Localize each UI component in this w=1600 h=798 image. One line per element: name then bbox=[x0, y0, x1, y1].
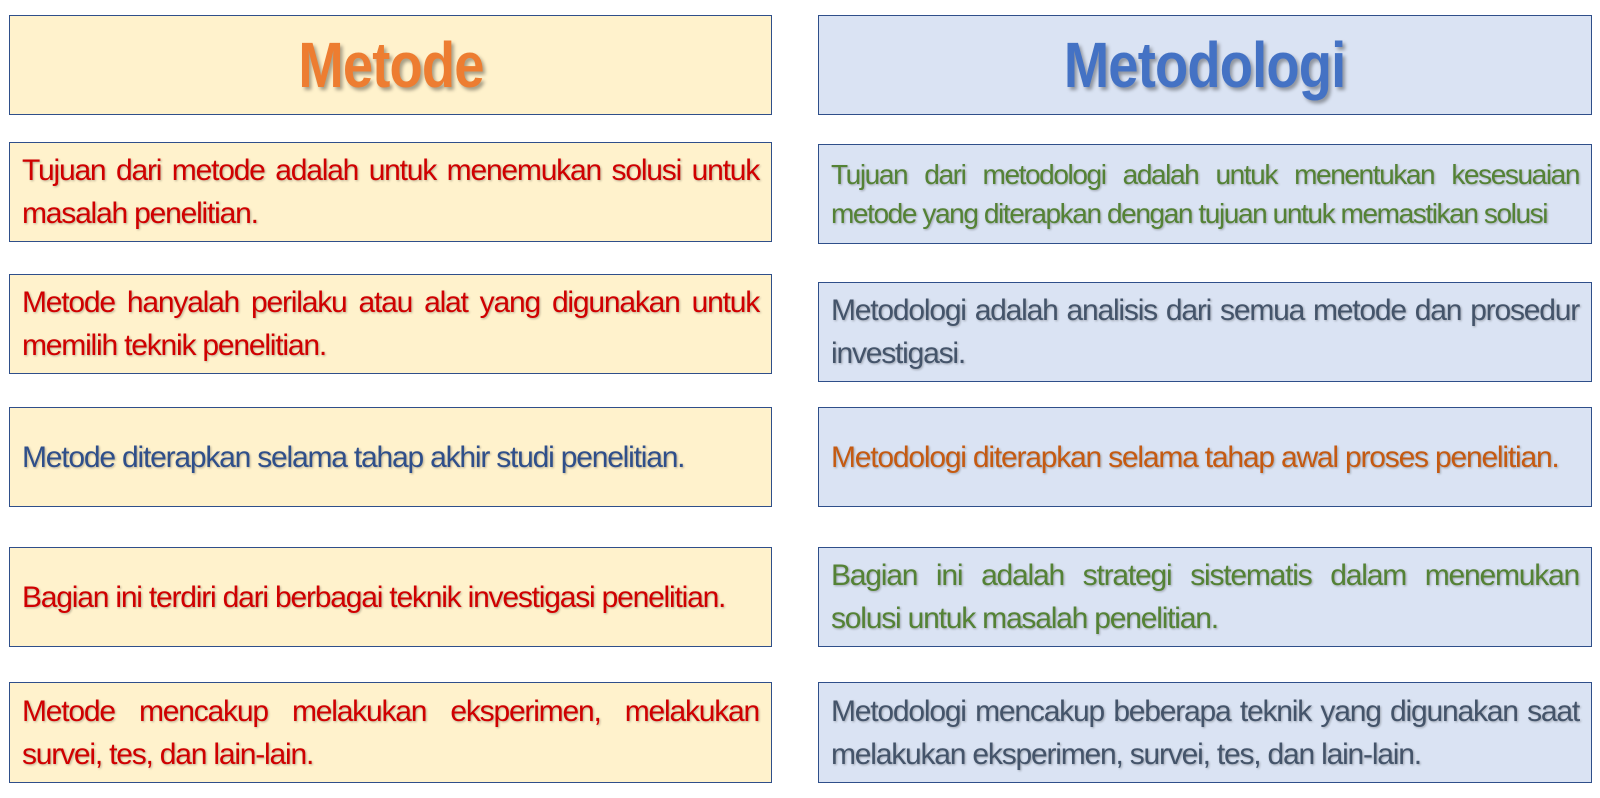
metode-item-2 bbox=[9, 274, 772, 374]
metodologi-item-1 bbox=[818, 144, 1592, 244]
metodologi-item-5 bbox=[818, 682, 1592, 783]
metodologi-item-5-text: Metodologi mencakup beberapa teknik yang digunakan saat melakukan eksperimen, survei, tes, dan lain-lain. bbox=[831, 694, 1579, 771]
metode-title: Metode bbox=[297, 29, 484, 101]
metodologi-item-4 bbox=[818, 547, 1592, 647]
metodologi-title: Metodologi bbox=[1064, 29, 1346, 101]
metodologi-item-2-text: Metodologi adalah analisis dari semua metode dan prosedur investigasi. bbox=[831, 294, 1579, 370]
metode-item-2-text: Metode hanyalah perilaku atau alat yang digunakan untuk memilih teknik penelitian. bbox=[22, 286, 759, 362]
metode-item-4 bbox=[9, 547, 772, 647]
metode-item-1 bbox=[9, 142, 772, 242]
metode-header-box bbox=[9, 15, 772, 115]
metodologi-header-box bbox=[818, 15, 1592, 115]
metodologi-item-1-text: Tujuan dari metodologi adalah untuk menentukan kesesuaian metode yang diterapkan dengan tujuan untuk memastikan solusi bbox=[831, 159, 1579, 229]
metodologi-item-2 bbox=[818, 282, 1592, 382]
metode-item-1-text: Tujuan dari metode adalah untuk menemukan solusi untuk masalah penelitian. bbox=[22, 154, 759, 230]
metode-item-5 bbox=[9, 682, 772, 783]
metode-item-3-text: Metode diterapkan selama tahap akhir studi penelitian. bbox=[22, 440, 685, 474]
metodologi-item-4-text: Bagian ini adalah strategi sistematis dalam menemukan solusi untuk masalah penelitian. bbox=[831, 559, 1579, 635]
metode-item-5-text: Metode mencakup melakukan eksperimen, melakukan survei, tes, dan lain-lain. bbox=[22, 694, 759, 771]
metode-item-3 bbox=[9, 407, 772, 507]
metodologi-item-3 bbox=[818, 407, 1592, 507]
metodologi-item-3-text: Metodologi diterapkan selama tahap awal proses penelitian. bbox=[831, 440, 1559, 474]
metode-item-4-text: Bagian ini terdiri dari berbagai teknik investigasi penelitian. bbox=[22, 580, 726, 614]
